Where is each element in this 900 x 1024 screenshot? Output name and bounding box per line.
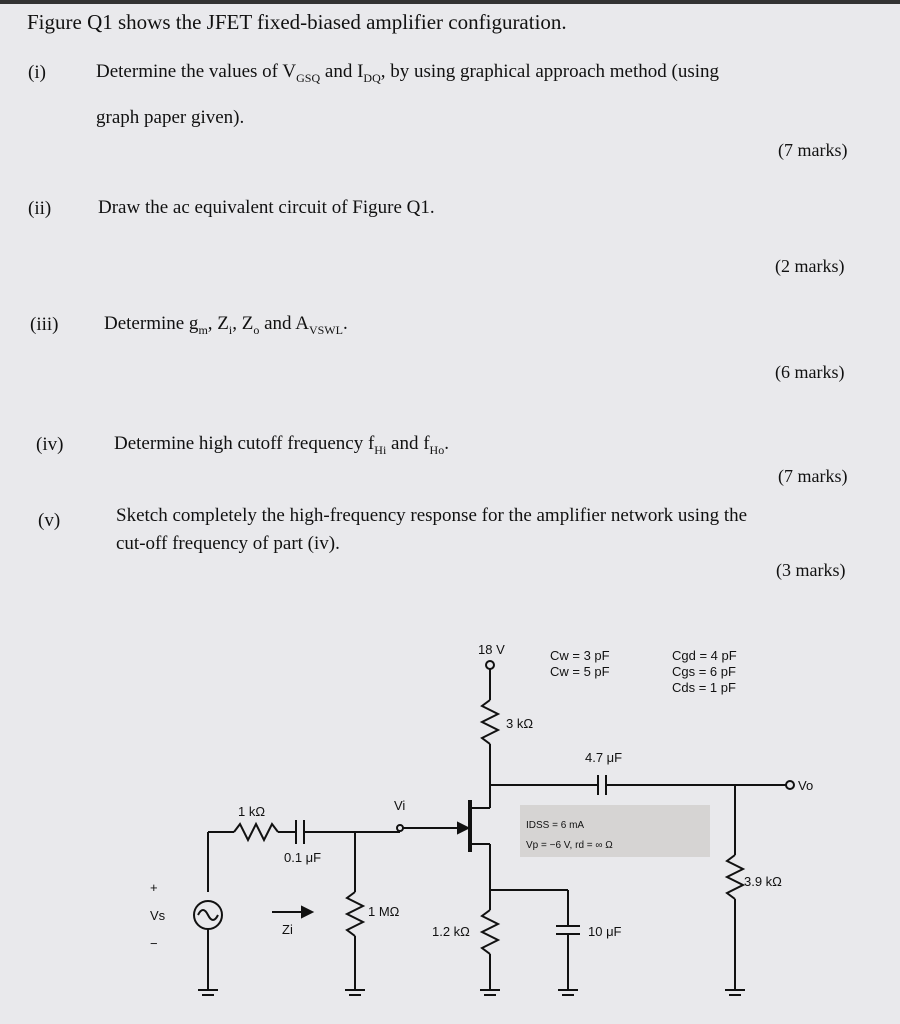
question-5-text: Sketch completely the high-frequency response for the amplifier network using the cut-off frequency of part (iv).: [116, 505, 748, 554]
label-vi-node: Vi: [394, 798, 406, 813]
top-border: [0, 0, 900, 4]
label-minus: −: [150, 936, 158, 951]
question-5-marks: (3 marks): [776, 560, 846, 580]
label-cap-right-1: Cgd = 4 pF: [672, 648, 737, 663]
question-4-number: (iv): [36, 434, 64, 455]
question-3-marks: (6 marks): [775, 362, 845, 382]
label-vs: Vs: [150, 908, 166, 923]
question-3-text: Determine $g_m$, $Z_i$, $Z_o$ and $A_{VSWL}$.: [104, 313, 348, 337]
label-supply: 18 V: [478, 642, 505, 657]
label-zi: Zi: [282, 922, 293, 937]
question-2-number: (ii): [28, 198, 52, 219]
label-rsig: 1 kΩ: [238, 804, 266, 819]
label-cap-left-1: Cw = 3 pF: [550, 648, 610, 663]
question-3-number: (iii): [30, 314, 59, 335]
jfet-amplifier-circuit: [0, 630, 900, 1024]
question-1-number: (i): [28, 62, 46, 83]
resistor-rg: [347, 892, 363, 936]
label-cap-right-3: Cds = 1 pF: [672, 680, 736, 695]
resistor-rs: [482, 910, 498, 954]
question-1-text: Determine the values of $V_{GSQ}$ and $I_{DQ}$, by using graphical approach method (using graph paper given).: [96, 61, 719, 128]
resistor-rd: [482, 700, 498, 744]
label-cap-right-2: Cgs = 6 pF: [672, 664, 736, 679]
question-4-marks: (7 marks): [778, 466, 848, 486]
question-2-text: Draw the ac equivalent circuit of Figure Q1.: [98, 197, 435, 218]
label-c-in: 0.1 μF: [284, 850, 322, 865]
label-rg: 1 MΩ: [368, 904, 400, 919]
label-rl: 3.9 kΩ: [744, 874, 782, 889]
question-2-marks: (2 marks): [775, 256, 845, 276]
label-rd: 3 kΩ: [506, 716, 534, 731]
label-vo: Vo: [798, 778, 814, 793]
label-cap-left-2: Cw = 5 pF: [550, 664, 610, 679]
resistor-rsig: [234, 824, 278, 840]
label-plus: +: [150, 880, 158, 895]
label-c-out: 4.7 μF: [585, 750, 623, 765]
question-5-number: (v): [38, 510, 61, 531]
label-rs: 1.2 kΩ: [432, 924, 470, 939]
intro-text: Figure Q1 shows the JFET fixed-biased amplifier configuration.: [27, 10, 567, 34]
label-vp: Vp = −6 V, rd = ∞ Ω: [526, 840, 613, 851]
label-cs: 10 μF: [588, 924, 622, 939]
question-4-text: Determine high cutoff frequency $f_{Hi}$ and $f_{Ho}$.: [114, 433, 449, 457]
resistor-rl: [727, 855, 743, 899]
question-1-marks: (7 marks): [778, 140, 848, 160]
label-idss: IDSS = 6 mA: [526, 820, 585, 831]
